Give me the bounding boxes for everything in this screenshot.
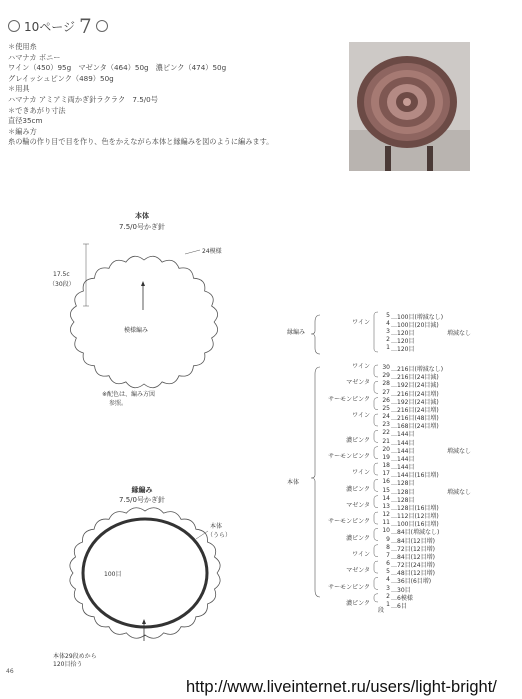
round-number: 4 — [386, 320, 390, 327]
body-scalloped-outline — [70, 256, 217, 387]
color-label: サーモンピンク — [328, 395, 370, 403]
round-number: 14 — [382, 494, 390, 502]
edge-body-label: 本体 — [210, 523, 223, 530]
stitch-count: …72目(12目増) — [391, 545, 435, 553]
edge-diagram-hook: 7.5/0号かぎ針 — [119, 496, 165, 504]
round-number: 30 — [382, 364, 390, 371]
stitch-count: …128目(16目増) — [391, 504, 439, 512]
stitch-count: …100目(20目減) — [391, 322, 439, 329]
stitch-count: …128目 — [391, 480, 415, 488]
group-label-body: 本体 — [287, 479, 300, 486]
materials-line: ＊用具 — [8, 84, 30, 94]
round-number: 19 — [382, 453, 390, 461]
stitch-count: …6目 — [391, 602, 407, 610]
round-number: 20 — [382, 445, 390, 453]
stitch-count: …30目 — [391, 586, 411, 594]
stitch-count: …144目 — [391, 439, 415, 447]
source-url[interactable]: http://www.liveinternet.ru/users/light-bright/ — [186, 678, 497, 696]
stitch-count: …144目(16目増) — [391, 472, 439, 480]
round-number: 18 — [382, 462, 390, 470]
edge-pickup-line2: 120目拾う — [53, 661, 83, 668]
edge-diagram — [60, 505, 230, 655]
color-label: ワイン — [352, 319, 370, 326]
body-pattern-count: 24模様 — [202, 248, 222, 255]
body-note-line1: ※配色は、編み方図 — [102, 391, 156, 398]
product-photo — [349, 42, 470, 171]
round-number: 2 — [386, 592, 390, 600]
round-number: 5 — [386, 312, 390, 319]
edge-scalloped-outline — [70, 508, 223, 638]
round-number: 24 — [382, 413, 390, 421]
round-number: 1 — [386, 344, 390, 351]
round-number: 6 — [386, 560, 390, 568]
body-note-line2: 参照。 — [109, 400, 128, 407]
materials-line: ハマナカ アミアミ両かぎ針ラクラク 7.5/0号 — [8, 94, 158, 104]
stitch-count: …84目(増減なし) — [391, 529, 440, 537]
page-label: 10ページ — [24, 19, 76, 34]
body-stitch-label: 模様編み — [124, 327, 149, 334]
color-label: 濃ピンク — [346, 485, 370, 493]
stitch-count: …84目(12目増) — [391, 553, 435, 561]
round-number: 25 — [382, 404, 390, 412]
round-number: 29 — [382, 372, 390, 380]
color-label: 濃ピンク — [346, 599, 370, 607]
round-number: 10 — [382, 527, 390, 535]
stitch-count: …112目(12目増) — [391, 513, 439, 521]
stitch-count: …128目 — [391, 496, 415, 504]
round-number: 16 — [382, 478, 390, 486]
color-label: ワイン — [352, 469, 370, 477]
round-number: 3 — [386, 584, 390, 592]
round-number: 26 — [382, 396, 390, 404]
round-number: 5 — [386, 568, 390, 576]
round-note: 増減なし — [447, 447, 472, 455]
page-header — [8, 14, 108, 38]
color-label: 濃ピンク — [346, 534, 370, 542]
color-label: マゼンタ — [346, 501, 370, 509]
color-label: ワイン — [352, 550, 370, 558]
materials-block — [8, 42, 338, 148]
stitch-count: …144目 — [391, 455, 415, 463]
stitch-count: …6模様 — [391, 594, 413, 602]
stitch-count: …144目 — [391, 447, 415, 455]
spiral-icon — [8, 20, 20, 32]
color-label: サーモンピンク — [328, 583, 370, 591]
stitch-count: …120目 — [391, 346, 415, 353]
materials-line: ＊編み方 — [8, 126, 37, 136]
materials-line: ＊使用糸 — [8, 42, 37, 51]
color-label: ワイン — [352, 412, 370, 420]
table-footer-label: 段 — [378, 607, 385, 614]
round-number: 3 — [386, 328, 390, 335]
round-note: 増減なし — [447, 488, 472, 496]
stitch-count: …120目 — [391, 330, 415, 337]
round-number: 23 — [382, 421, 390, 429]
round-number: 15 — [382, 486, 390, 494]
crochet-mat-illustration — [349, 42, 470, 171]
stitch-count: …192目(24目減) — [391, 382, 439, 390]
round-number: 13 — [382, 502, 390, 510]
stitch-count: …100目(16目増) — [391, 521, 439, 529]
materials-line: ハマナカ ボニー — [8, 52, 61, 62]
round-number: 1 — [386, 600, 390, 608]
round-number: 17 — [382, 470, 390, 478]
body-rows-label: （30段） — [49, 281, 75, 288]
stitch-count: …216目(48目増) — [391, 415, 439, 423]
stitch-count: …120目 — [391, 338, 415, 345]
stitch-count: …100目(増減なし) — [391, 314, 444, 321]
spiral-icon-right — [96, 20, 108, 32]
materials-line: ＊できあがり寸法 — [8, 105, 66, 115]
stitch-count: …192目(24目減) — [391, 398, 439, 406]
group-label-edge: 縁編み — [287, 329, 306, 336]
body-diagram — [50, 232, 250, 402]
color-brackets — [370, 310, 380, 610]
inner-ring — [83, 519, 207, 627]
round-number: 11 — [382, 519, 390, 527]
stitch-count: …48目(12目増) — [391, 570, 435, 578]
materials-line: ワイン（450）95g マゼンタ（464）50g 濃ピンク（474）50g — [8, 63, 227, 73]
round-number: 21 — [382, 437, 390, 445]
stitch-count: …216目(24目減) — [391, 374, 439, 382]
body-height-label: 17.5c — [53, 271, 70, 278]
stitch-count: …72目(24目増) — [391, 562, 435, 570]
round-number: 9 — [386, 535, 390, 543]
materials-line: 直径35cm — [8, 116, 43, 126]
body-diagram-title: 本体 — [135, 212, 149, 220]
color-label: 濃ピンク — [346, 436, 370, 444]
edge-pickup-line1: 本体29段めから — [53, 653, 97, 660]
pattern-number: 7 — [79, 14, 92, 38]
stitch-count: …144目 — [391, 464, 415, 472]
stitch-count: …216目(24目増) — [391, 390, 439, 398]
edge-diagram-title: 縁編み — [131, 486, 153, 494]
round-number: 8 — [386, 543, 390, 551]
body-diagram-hook: 7.5/0号かぎ針 — [119, 223, 165, 231]
arrow-head — [141, 281, 145, 286]
round-number: 4 — [386, 576, 390, 584]
round-number: 28 — [382, 380, 390, 388]
stitch-count: …144目 — [391, 431, 415, 439]
materials-line: 糸の輪の作り目で目を作り、色をかえながら本体と縁編みを図のように編みます。 — [8, 137, 274, 147]
leader-line — [185, 250, 200, 254]
stitch-count: …128目 — [391, 488, 415, 496]
color-label: ワイン — [352, 363, 370, 370]
round-number: 22 — [382, 429, 390, 437]
round-number: 12 — [382, 511, 390, 519]
round-note: 増減なし — [447, 330, 472, 337]
round-number: 2 — [386, 336, 390, 343]
color-label: サーモンピンク — [328, 518, 370, 526]
materials-line: グレイッシュピンク（489）50g — [8, 73, 114, 83]
color-label: マゼンタ — [346, 379, 370, 387]
stitch-count: …216目(増減なし) — [391, 366, 444, 373]
stitch-count: …216目(24目増) — [391, 406, 439, 414]
color-label: マゼンタ — [346, 567, 370, 575]
edge-body-side-label: （うら） — [207, 532, 232, 539]
stitch-count: …168目(24目増) — [391, 423, 439, 431]
round-number: 27 — [382, 388, 390, 396]
edge-inner-label: 100目 — [104, 571, 122, 578]
stitch-count: …84目(12目増) — [391, 537, 435, 545]
stitch-count: …36目(6目増) — [391, 578, 432, 586]
color-label: サーモンピンク — [328, 452, 370, 460]
page-number: 46 — [6, 668, 14, 675]
round-number: 7 — [386, 551, 390, 559]
